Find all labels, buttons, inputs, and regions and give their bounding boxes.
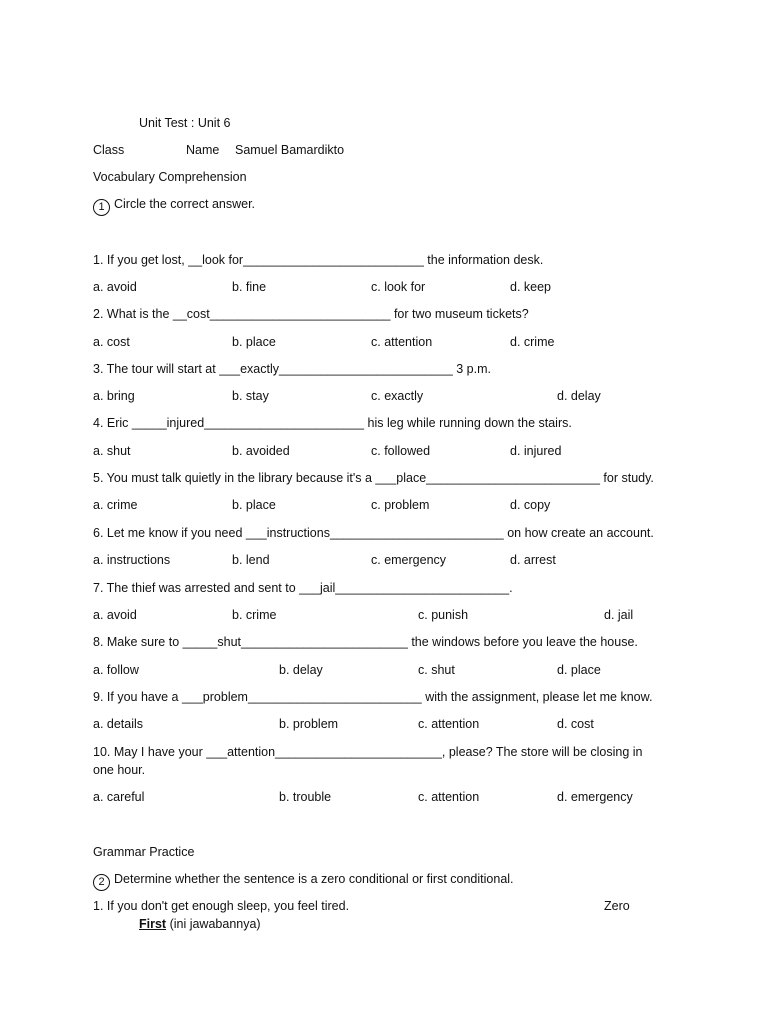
answer-option[interactable]: b. stay — [232, 389, 269, 403]
answer-option[interactable]: d. injured — [510, 444, 562, 458]
answer-option[interactable]: a. careful — [93, 790, 145, 804]
answer-option[interactable]: c. emergency — [371, 553, 447, 567]
student-name: Samuel Bamardikto — [235, 143, 345, 157]
question-text: 9. If you have a ___problem_________________________ with the assignment, please let me know. — [93, 690, 653, 704]
grammar-answer-row — [139, 917, 261, 931]
question-text: 3. The tour will start at ___exactly_________________________ 3 p.m. — [93, 362, 491, 376]
answer-option[interactable]: d. place — [557, 663, 601, 677]
answer-option[interactable]: a. instructions — [93, 553, 171, 567]
section2-title: Grammar Practice — [93, 845, 195, 859]
answer-option[interactable]: b. place — [232, 335, 276, 349]
section1-number-badge: 1 — [93, 199, 110, 216]
grammar-choice-zero[interactable]: Zero — [604, 899, 630, 913]
answer-option[interactable]: a. cost — [93, 335, 130, 349]
answer-option[interactable]: b. delay — [279, 663, 323, 677]
answer-option[interactable]: a. shut — [93, 444, 131, 458]
answer-option[interactable]: a. avoid — [93, 608, 137, 622]
answer-option[interactable]: b. crime — [232, 608, 277, 622]
answer-option[interactable]: b. problem — [279, 717, 339, 731]
section2-instruction-row — [93, 872, 514, 891]
answer-option[interactable]: b. trouble — [279, 790, 332, 804]
answer-option[interactable]: c. shut — [418, 663, 455, 677]
answer-option[interactable]: c. exactly — [371, 389, 424, 403]
question-text-continuation: one hour. — [93, 763, 146, 777]
name-label: Name — [186, 143, 220, 157]
question-text: 6. Let me know if you need ___instructions_________________________ on how create an account. — [93, 526, 654, 540]
answer-option[interactable]: b. fine — [232, 280, 267, 294]
answer-option[interactable]: d. delay — [557, 389, 601, 403]
grammar-answer: First — [139, 917, 167, 931]
answer-option[interactable]: c. punish — [418, 608, 469, 622]
answer-option[interactable]: c. attention — [418, 717, 480, 731]
answer-option[interactable]: a. crime — [93, 498, 138, 512]
answer-option[interactable]: a. follow — [93, 663, 139, 677]
answer-option[interactable]: d. cost — [557, 717, 594, 731]
answer-option[interactable]: b. lend — [232, 553, 270, 567]
answer-option[interactable]: d. emergency — [557, 790, 633, 804]
answer-option[interactable]: a. bring — [93, 389, 135, 403]
grammar-answer-note: (ini jawabannya) — [166, 917, 261, 931]
answer-option[interactable]: d. keep — [510, 280, 552, 294]
answer-option[interactable]: d. arrest — [510, 553, 556, 567]
class-label: Class — [93, 143, 125, 157]
test-title: Unit Test : Unit 6 — [139, 116, 231, 130]
answer-option[interactable]: b. avoided — [232, 444, 290, 458]
answer-option[interactable]: c. attention — [371, 335, 433, 349]
answer-option[interactable]: c. attention — [418, 790, 480, 804]
question-text: 8. Make sure to _____shut________________________ the windows before you leave the house. — [93, 635, 638, 649]
answer-option[interactable]: a. details — [93, 717, 144, 731]
section1-instruction-row — [93, 197, 255, 216]
answer-option[interactable]: d. jail — [604, 608, 634, 622]
section2-number-badge: 2 — [93, 874, 110, 891]
answer-option[interactable]: c. problem — [371, 498, 430, 512]
answer-option[interactable]: c. look for — [371, 280, 426, 294]
section1-title: Vocabulary Comprehension — [93, 170, 247, 184]
question-text: 1. If you get lost, __look for__________________________ the information desk. — [93, 253, 544, 267]
answer-option[interactable]: c. followed — [371, 444, 431, 458]
answer-option[interactable]: d. copy — [510, 498, 551, 512]
section1-instruction: Circle the correct answer. — [114, 197, 256, 211]
question-text: 2. What is the __cost__________________________ for two museum tickets? — [93, 307, 529, 321]
section2-instruction: Determine whether the sentence is a zero conditional or first conditional. — [114, 872, 514, 886]
question-text: 10. May I have your ___attention________________________, please? The store will be closing in — [93, 745, 643, 759]
answer-option[interactable]: a. avoid — [93, 280, 137, 294]
answer-option[interactable]: d. crime — [510, 335, 555, 349]
question-text: 7. The thief was arrested and sent to ___jail_________________________. — [93, 581, 513, 595]
question-text: 5. You must talk quietly in the library because it's a ___place_________________________ for study. — [93, 471, 654, 485]
question-text: 4. Eric _____injured_______________________ his leg while running down the stairs. — [93, 416, 572, 430]
answer-option[interactable]: b. place — [232, 498, 276, 512]
grammar-item-text: 1. If you don't get enough sleep, you feel tired. — [93, 899, 350, 913]
